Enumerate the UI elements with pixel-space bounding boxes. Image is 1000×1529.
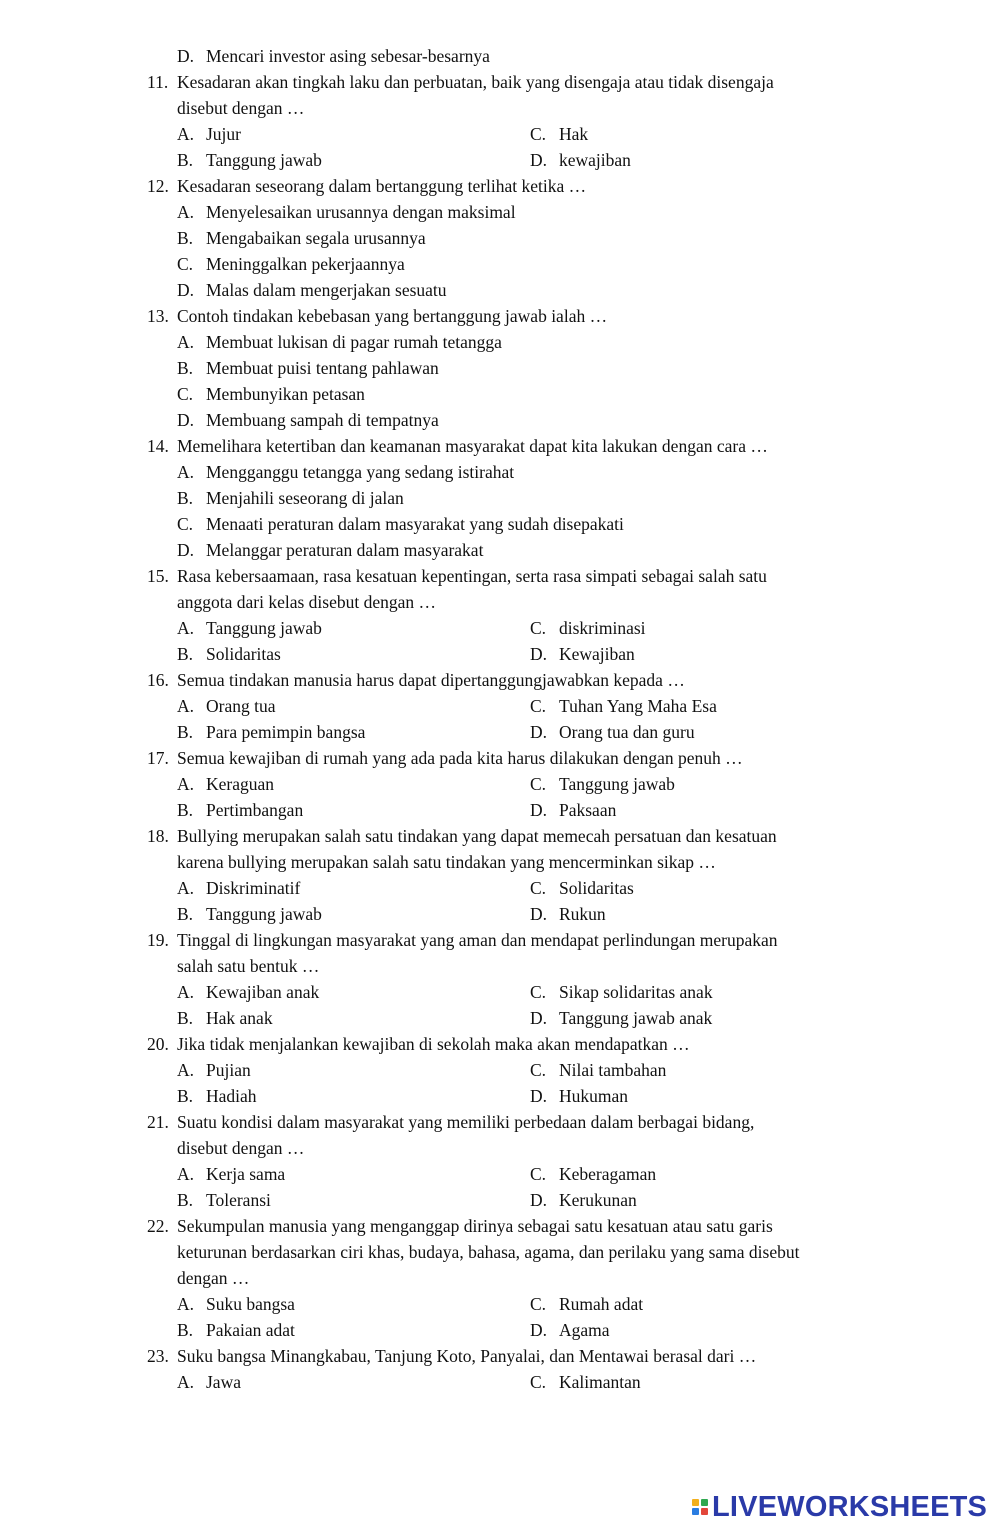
option-letter: B. xyxy=(177,1086,194,1106)
option-letter: A. xyxy=(177,462,195,482)
option-text: Kewajiban xyxy=(559,644,635,664)
option-text: Mengabaikan segala urusannya xyxy=(206,228,426,248)
option-text: Para pemimpin bangsa xyxy=(206,722,366,742)
question-number: 13. xyxy=(147,306,169,326)
option-letter: D. xyxy=(177,46,195,66)
question-number: 12. xyxy=(147,176,169,196)
option-text: Menyelesaikan urusannya dengan maksimal xyxy=(206,202,516,222)
option-text: Solidaritas xyxy=(559,878,634,898)
question-text: Tinggal di lingkungan masyarakat yang aman dan mendapat perlindungan merupakan xyxy=(177,930,778,950)
option-text: Pertimbangan xyxy=(206,800,304,820)
option-text: Suku bangsa xyxy=(206,1294,295,1314)
option-text: Orang tua xyxy=(206,696,276,716)
question-number: 23. xyxy=(147,1346,169,1366)
question-number: 21. xyxy=(147,1112,169,1132)
option-text: Kewajiban anak xyxy=(206,982,320,1002)
option-letter: A. xyxy=(177,202,195,222)
option-letter: B. xyxy=(177,722,194,742)
option-text: kewajiban xyxy=(559,150,631,170)
option-text: Malas dalam mengerjakan sesuatu xyxy=(206,280,447,300)
option-text: Orang tua dan guru xyxy=(559,722,695,742)
option-letter: C. xyxy=(530,696,547,716)
question-text: anggota dari kelas disebut dengan … xyxy=(177,592,437,612)
option-text: Kalimantan xyxy=(559,1372,641,1392)
option-letter: C. xyxy=(530,618,547,638)
option-text: Hadiah xyxy=(206,1086,257,1106)
option-text: Membuat lukisan di pagar rumah tetangga xyxy=(206,332,502,352)
option-text: Membunyikan petasan xyxy=(206,384,365,404)
option-text: Tanggung jawab xyxy=(559,774,675,794)
option-letter: C. xyxy=(530,1164,547,1184)
option-text: Hak anak xyxy=(206,1008,273,1028)
question-number: 14. xyxy=(147,436,169,456)
option-text: Tanggung jawab xyxy=(206,904,322,924)
option-text: Paksaan xyxy=(559,800,617,820)
option-letter: C. xyxy=(530,124,547,144)
logo-tile xyxy=(701,1499,708,1506)
option-text: Hukuman xyxy=(559,1086,629,1106)
option-letter: D. xyxy=(530,800,548,820)
option-letter: B. xyxy=(177,150,194,170)
option-letter: A. xyxy=(177,1294,195,1314)
option-text: Rukun xyxy=(559,904,606,924)
question-text: dengan … xyxy=(177,1268,250,1288)
option-text: Menaati peraturan dalam masyarakat yang sudah disepakati xyxy=(206,514,624,534)
option-letter: D. xyxy=(177,540,195,560)
option-letter: C. xyxy=(530,1372,547,1392)
question-text: keturunan berdasarkan ciri khas, budaya, bahasa, agama, dan perilaku yang sama disebut xyxy=(177,1242,800,1262)
option-text: Tanggung jawab xyxy=(206,150,322,170)
option-letter: A. xyxy=(177,618,195,638)
option-letter: C. xyxy=(530,982,547,1002)
option-letter: D. xyxy=(530,644,548,664)
option-text: Jujur xyxy=(206,124,241,144)
option-text: Meninggalkan pekerjaannya xyxy=(206,254,405,274)
question-text: Rasa kebersaamaan, rasa kesatuan kepentingan, serta rasa simpati sebagai salah satu xyxy=(177,566,767,586)
option-text: Rumah adat xyxy=(559,1294,644,1314)
option-text: Diskriminatif xyxy=(206,878,301,898)
option-letter: D. xyxy=(530,150,548,170)
option-letter: D. xyxy=(530,1086,548,1106)
option-letter: C. xyxy=(530,1060,547,1080)
option-letter: A. xyxy=(177,124,195,144)
question-number: 22. xyxy=(147,1216,169,1236)
question-text: Suatu kondisi dalam masyarakat yang memiliki perbedaan dalam berbagai bidang, xyxy=(177,1112,755,1132)
option-text: Sikap solidaritas anak xyxy=(559,982,713,1002)
option-letter: B. xyxy=(177,644,194,664)
option-letter: D. xyxy=(530,1008,548,1028)
option-text: Pakaian adat xyxy=(206,1320,295,1340)
option-text: Kerja sama xyxy=(206,1164,286,1184)
option-text: Solidaritas xyxy=(206,644,281,664)
option-letter: D. xyxy=(177,280,195,300)
option-text: Mencari investor asing sebesar-besarnya xyxy=(206,46,490,66)
question-text: Kesadaran akan tingkah laku dan perbuatan, baik yang disengaja atau tidak disengaja xyxy=(177,72,774,92)
option-letter: B. xyxy=(177,904,194,924)
option-letter: A. xyxy=(177,1060,195,1080)
option-text: Hak xyxy=(559,124,589,144)
question-text: Suku bangsa Minangkabau, Tanjung Koto, Panyalai, dan Mentawai berasal dari … xyxy=(177,1346,757,1366)
option-letter: B. xyxy=(177,358,194,378)
question-text: Kesadaran seseorang dalam bertanggung terlihat ketika … xyxy=(177,176,587,196)
question-text: Semua kewajiban di rumah yang ada pada kita harus dilakukan dengan penuh … xyxy=(177,748,743,768)
option-text: Kerukunan xyxy=(559,1190,637,1210)
option-text: Tuhan Yang Maha Esa xyxy=(559,696,717,716)
option-letter: A. xyxy=(177,878,195,898)
option-letter: C. xyxy=(530,878,547,898)
logo-tile xyxy=(692,1508,699,1515)
option-letter: A. xyxy=(177,1164,195,1184)
question-text: Contoh tindakan kebebasan yang bertanggung jawab ialah … xyxy=(177,306,608,326)
option-letter: C. xyxy=(177,514,194,534)
option-text: Membuang sampah di tempatnya xyxy=(206,410,439,430)
question-text: Memelihara ketertiban dan keamanan masyarakat dapat kita lakukan dengan cara … xyxy=(177,436,768,456)
question-text: disebut dengan … xyxy=(177,98,305,118)
option-letter: A. xyxy=(177,774,195,794)
option-letter: D. xyxy=(530,722,548,742)
option-letter: A. xyxy=(177,696,195,716)
option-letter: D. xyxy=(530,1320,548,1340)
option-letter: B. xyxy=(177,800,194,820)
option-letter: C. xyxy=(530,774,547,794)
option-letter: B. xyxy=(177,1008,194,1028)
logo-tile xyxy=(692,1499,699,1506)
option-text: diskriminasi xyxy=(559,618,646,638)
option-letter: B. xyxy=(177,488,194,508)
liveworksheets-logo xyxy=(692,1490,987,1524)
option-text: Agama xyxy=(559,1320,610,1340)
logo-tiles-icon xyxy=(692,1499,708,1515)
option-text: Melanggar peraturan dalam masyarakat xyxy=(206,540,484,560)
question-number: 20. xyxy=(147,1034,169,1054)
option-text: Membuat puisi tentang pahlawan xyxy=(206,358,439,378)
option-letter: A. xyxy=(177,1372,195,1392)
option-letter: B. xyxy=(177,1190,194,1210)
option-text: Toleransi xyxy=(206,1190,271,1210)
option-text: Pujian xyxy=(206,1060,251,1080)
logo-tile xyxy=(701,1508,708,1515)
question-text: Sekumpulan manusia yang menganggap dirinya sebagai satu kesatuan atau satu garis xyxy=(177,1216,773,1236)
option-text: Menjahili seseorang di jalan xyxy=(206,488,404,508)
question-text: Bullying merupakan salah satu tindakan yang dapat memecah persatuan dan kesatuan xyxy=(177,826,777,846)
option-letter: B. xyxy=(177,1320,194,1340)
option-text: Nilai tambahan xyxy=(559,1060,667,1080)
option-text: Jawa xyxy=(206,1372,241,1392)
option-letter: A. xyxy=(177,332,195,352)
question-number: 19. xyxy=(147,930,169,950)
logo-wordmark: LIVEWORKSHEETS xyxy=(712,1490,988,1523)
option-text: Mengganggu tetangga yang sedang istirahat xyxy=(206,462,515,482)
question-number: 15. xyxy=(147,566,169,586)
question-number: 16. xyxy=(147,670,169,690)
option-letter: A. xyxy=(177,982,195,1002)
option-text: Tanggung jawab xyxy=(206,618,322,638)
question-text: karena bullying merupakan salah satu tindakan yang mencerminkan sikap … xyxy=(177,852,716,872)
option-letter: C. xyxy=(177,254,194,274)
question-text: salah satu bentuk … xyxy=(177,956,320,976)
question-number: 17. xyxy=(147,748,169,768)
question-text: Jika tidak menjalankan kewajiban di sekolah maka akan mendapatkan … xyxy=(177,1034,690,1054)
option-text: Keraguan xyxy=(206,774,275,794)
option-letter: C. xyxy=(530,1294,547,1314)
question-text: disebut dengan … xyxy=(177,1138,305,1158)
question-number: 18. xyxy=(147,826,169,846)
option-letter: D. xyxy=(177,410,195,430)
option-text: Keberagaman xyxy=(559,1164,657,1184)
option-letter: B. xyxy=(177,228,194,248)
option-letter: D. xyxy=(530,904,548,924)
question-number: 11. xyxy=(147,72,169,92)
option-text: Tanggung jawab anak xyxy=(559,1008,713,1028)
question-text: Semua tindakan manusia harus dapat dipertanggungjawabkan kepada … xyxy=(177,670,685,690)
option-letter: D. xyxy=(530,1190,548,1210)
option-letter: C. xyxy=(177,384,194,404)
